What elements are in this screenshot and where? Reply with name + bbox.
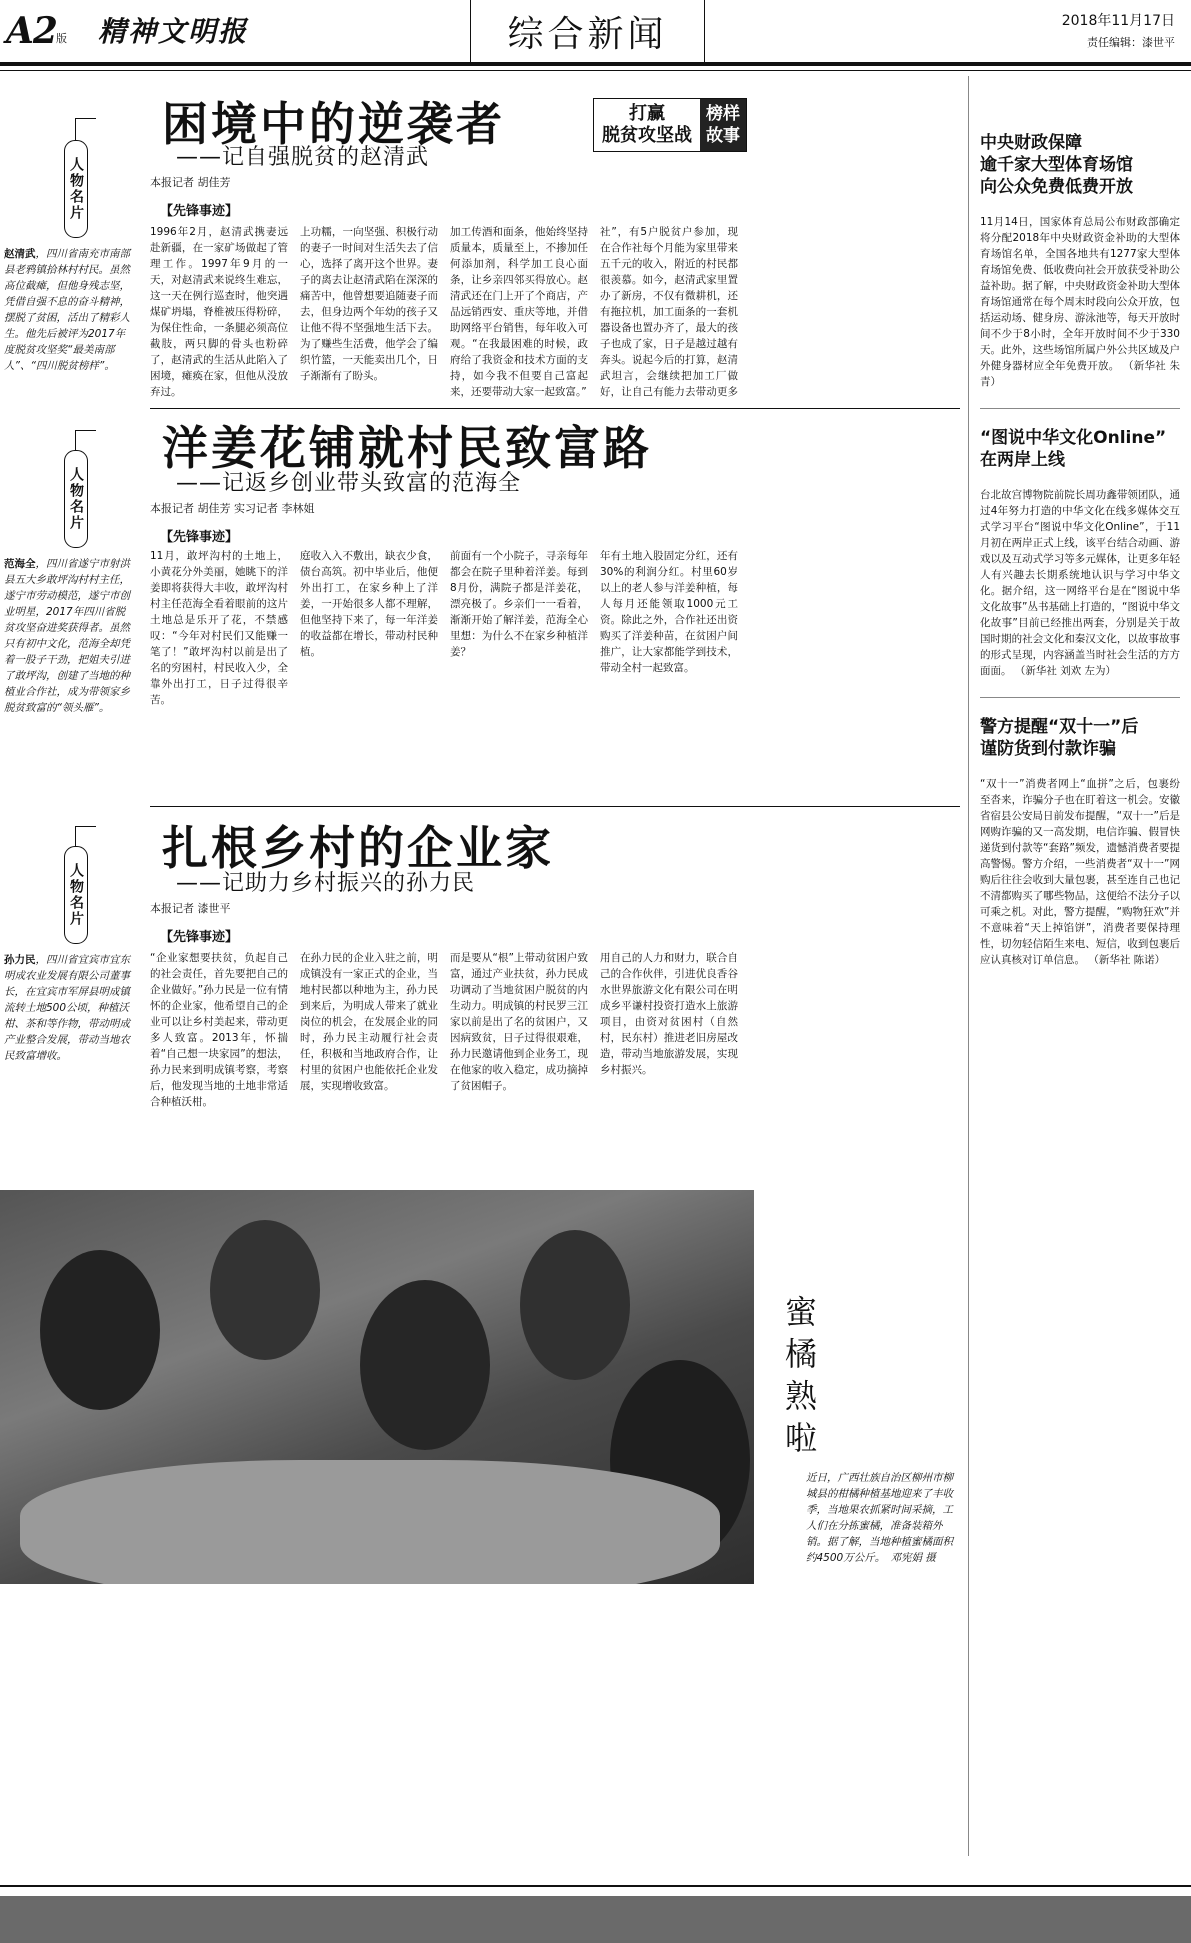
byline-2: 本报记者 胡佳芳 实习记者 李林姐 xyxy=(150,502,315,515)
article-3-col-2: 在孙力民的企业入驻之前，明成镇没有一家正式的企业，当地村民都以种地为主，孙力民到来后，为明成人带来了就业岗位的机会，在发展企业的同时，孙力民主动履行社会责任，积极和当地政府合作，让村里的贫困户也能依托企业发展，实现增收致富。 xyxy=(300,952,438,1092)
brief-1-body: 11月14日，国家体育总局公布财政部确定将分配2018年中央财政资金补助的大型体育场馆名单，全国各地共有1277家大型体育场馆免费、低收费向社会开放获受补助公益补助。据了解，中央财政资金补助大型体育场馆通常在每个周末时段向公众开放，包括运动场、健身房、游泳池等，每天开放时间不少于8小时，全年开放时间不少于330天。此外，这些场馆所属户外公共区域及户外健身器材应全年免费开放。 （新华社 朱青） xyxy=(980,216,1180,388)
article-1-col-1: 1996年2月，赵清武携妻远赴新疆，在一家矿场做起了管理工作。1997年9月的一天，对赵清武来说终生难忘，这一天在例行巡查时，他突遇煤矿坍塌，脊椎被压得粉碎，为保住性命，一条腿必须高位截肢，两只脚的骨头也粉碎了，赵清武的生活从此陷入了困境，瘫痪在家，但他从没放弃过。 xyxy=(150,226,288,398)
article-body-1 xyxy=(150,224,738,400)
article-separator xyxy=(150,806,960,807)
profile-1 xyxy=(4,246,132,374)
issue-date: 2018年11月17日 xyxy=(1061,13,1175,29)
article-2-col-4: 年有土地入股固定分红，还有30%的利润分红。村里60岁以上的老人参与洋姜种植，每人每月还能领取1000元工资。除此之外，合作社还出资购买了洋姜种苗，在贫困户间推广，让大家都能学到技术，带动全村一起致富。 xyxy=(600,550,738,674)
page-ban-label: 版 xyxy=(56,32,67,45)
news-photo xyxy=(0,1190,754,1584)
article-3-col-4: 用自己的人力和财力，联合自己的合作伙伴，引进优良香谷水世界旅游文化有限公司在明成乡平谦村投资打造水上旅游项目，由资对贫困村（自然村，民东村）推进老旧房屋改造，带动当地旅游发展，实现乡村振兴。 xyxy=(600,952,738,1076)
headline-2: 洋姜花铺就村民致富路 xyxy=(162,421,652,475)
brief-2-headline: “图说中华文化Online” 在两岸上线 xyxy=(980,428,1167,470)
brief-2-body: 台北故宫博物院前院长周功鑫带领团队，通过4年努力打造的中华文化在线多媒体交互式学习平台“图说中华文化Online”，于11月初在两岸正式上线，该平台结合动画、游戏以及互动式学习等多元媒体，让更多年轻人有兴趣去长期系统地认识与学习中华文化。据介绍，这一网络平台是在“图说中华文化故事”丛书基础上打造的，“图说中华文化故事”目前已经推出两套，分别是关于故国时期的社会文化和秦汉文化，以故事故事的形式呈现，内容涵盖当时社会生活的方方面面。 （新华社 刘欢 左为） xyxy=(980,489,1180,677)
badge-left: 打赢 脱贫攻坚战 xyxy=(602,103,692,146)
subhead-2: ——记返乡创业带头致富的范海全 xyxy=(176,471,522,496)
responsible-editor: 责任编辑：漆世平 xyxy=(1087,36,1175,49)
lead-tag-1: 【先锋事迹】 xyxy=(160,204,239,219)
subhead-3: ——记助力乡村振兴的孙力民 xyxy=(176,871,476,896)
profile-name-1: 赵清武 xyxy=(4,248,36,260)
profile-tag-2: 人物名片 xyxy=(64,450,88,548)
profile-name-2: 范海全 xyxy=(4,558,36,570)
article-1-col-4: 社”，有5户脱贫户参加，现在合作社每个月能为家里带来五千元的收入，附近的村民都很羡慕。如今，赵清武家里置办了新房，不仅有微耕机，还有拖拉机，加工面条的一套机器设备也置办齐了，最大的孩子也成了家，日子是越过越有奔头。说起今后的打算，赵清武坦言，会继续把加工厂做好，让自己有能力去带动更多 xyxy=(600,226,738,398)
masthead-logo: 精神文明报 xyxy=(98,15,249,48)
page-header xyxy=(0,0,1191,62)
profile-tag-3: 人物名片 xyxy=(64,846,88,944)
article-body-3 xyxy=(150,950,738,1178)
profile-3 xyxy=(4,952,132,1064)
byline-1: 本报记者 胡佳芳 xyxy=(150,176,231,189)
article-2-col-1: 11月，敢坪沟村的土地上，小黄花分外美丽，她眺下的洋姜即将获得大丰收，敢坪沟村村主任范海全看着眼前的这片土地总是乐开了花，不禁感叹：“今年对村民们又能赚一笔了！”敢坪沟村以前是出了名的穷困村，村民收入少，全靠外出打工，日子过得很辛苦。 xyxy=(150,550,288,706)
badge-right: 榜样 故事 xyxy=(700,99,746,151)
footer-rule xyxy=(0,1885,1191,1887)
brief-3-body: “双十一”消费者网上“血拼”之后，包裹纷至沓来，诈骗分子也在盯着这一机会。安徽省宿县公安局日前发布提醒，“双十一”后是网购诈骗的又一高发期，电信诈骗、假冒快递货到付款等“套路”频发，遗憾消费者要提高警惕。警方介绍，一些消费者“双十一”网购后往往会收到大量包裹，甚至连自己也记不清都购买了哪些物品，这便给不法分子以可乘之机。对此，警方提醒，“购物狂欢”并不意味着“天上掉馅饼”，消费者要保持理性，切勿轻信陌生来电、短信，收到包裹后应认真核对订单信息。 （新华社 陈诺） xyxy=(980,778,1180,966)
profile-name-3: 孙力民 xyxy=(4,954,36,966)
subhead-1: ——记自强脱贫的赵清武 xyxy=(176,145,430,170)
column-divider xyxy=(968,76,969,1856)
brief-1 xyxy=(980,132,1180,390)
brief-separator xyxy=(980,408,1180,409)
article-2-col-2: 庭收入入不敷出，缺衣少食，债台高筑。初中毕业后，他便外出打工，在家乡种上了洋姜，一开始很多人都不理解，但他坚持下来了，每一年洋姜的收益都在增长，带动村民种植。 xyxy=(300,550,438,658)
headline-3: 扎根乡村的企业家 xyxy=(162,821,554,875)
footer-bar xyxy=(0,1896,1191,1943)
article-1-col-3: 加工传酒和面条，他始终坚持质量本，质量至上，不掺加任何添加剂，科学加工良心面条，让乡亲四邻买得放心。赵清武还在门上开了个商店，产品远销西安、重庆等地，并借助网络平台销售，每年收入可观。“在我最困难的时候，政府给了我资金和技术方面的支持，如今我不但要自己富起来，还要带动大家一起致富。” xyxy=(450,226,588,398)
article-3-col-3: 而是要从“根”上带动贫困户致富，通过产业扶贫，孙力民成功调动了当地贫困户脱贫的内生动力。明成镇的村民罗三江家以前是出了名的贫困户，又因病致贫，日子过得很艰难，孙力民邀请他到企业务工，现在他家的收入稳定，成功摘掉了贫困帽子。 xyxy=(450,952,588,1092)
brief-2 xyxy=(980,427,1180,679)
profile-2 xyxy=(4,556,132,716)
header-rule-thick xyxy=(0,62,1191,66)
page-number: A2 xyxy=(6,10,57,52)
profile-text-3: ，四川省宜宾市宜东明成农业发展有限公司董事长，在宜宾市军屏县明成镇流转土地500公顷，种植沃柑、茶和等作物，带动明成产业整合发展，带动当地农民致富增收。 xyxy=(4,954,130,1062)
profile-text-2: ，四川省遂宁市射洪县五大乡敢坪沟村村主任，遂宁市劳动模范，遂宁市创业明星，2017年四川省脱贫攻坚奋进奖获得者。虽然只有初中文化，范海全却凭着一股子干劲，把姐夫引进了敢坪沟，创建了当地的种植业合作社，成为带领家乡脱贫致富的“领头雁”。 xyxy=(4,558,130,714)
series-badge xyxy=(593,98,747,152)
photo-caption: 近日，广西壮族自治区柳州市柳城县的柑橘种植基地迎来了丰收季，当地果农抓紧时间采摘，工人们在分拣蜜橘，准备装箱外销。据了解，当地种植蜜橘面积约4500万公斤。 邓宪娟 摄 xyxy=(806,1472,953,1564)
photo-title: 蜜橘熟啦 xyxy=(780,1295,818,1463)
brief-3 xyxy=(980,716,1180,968)
article-separator xyxy=(150,408,960,409)
right-sidebar xyxy=(980,76,1180,1856)
byline-3: 本报记者 漆世平 xyxy=(150,902,231,915)
brief-separator xyxy=(980,697,1180,698)
brief-1-headline: 中央财政保障 逾千家大型体育场馆 向公众免费低费开放 xyxy=(980,133,1133,197)
lead-tag-3: 【先锋事迹】 xyxy=(160,930,239,945)
headline-1: 困境中的逆袭者 xyxy=(162,97,505,151)
brief-3-headline: 警方提醒“双十一”后 谨防货到付款诈骗 xyxy=(980,717,1139,759)
article-2-col-3: 前面有一个小院子，寻亲每年都会在院子里种着洋姜。每到8月份，满院子都是洋姜花，漂亮极了。乡亲们一一看着，渐渐开始了解洋姜，范海全心里想：为什么不在家乡种植洋姜？ xyxy=(450,550,588,658)
article-3-col-1: “企业家想要扶贫，负起自己的社会责任，首先要把自己的企业做好。”孙力民是一位有情怀的企业家，他希望自己的企业可以让乡村美起来，带动更多人致富。2013年，怀揣着“自己想一块家园”的想法，孙力民来到明成镇考察，考察后，他发现当地的土地非常适合种植沃柑。 xyxy=(150,952,288,1108)
article-1-col-2: 上功糯，一向坚强、积极行动的妻子一时间对生活失去了信心，选择了离开这个世界。妻子的离去让赵清武陷在深深的痛苦中，他曾想要追随妻子而去，但身边两个年幼的孩子又让他不得不坚强地生活下去。为了赚些生活费，他学会了编织竹篮，一天能卖出几个，日子渐渐有了盼头。 xyxy=(300,226,438,382)
header-rule-thin xyxy=(0,70,1191,71)
profile-text-1: ，四川省南充市南部县老鸦镇拾林村村民。虽然高位截瘫，但他身残志坚，凭借自强不息的奋斗精神，摆脱了贫困，活出了精彩人生。他先后被评为2017年度脱贫攻坚奖“最美南部人”、“四川脱贫榜样”。 xyxy=(4,248,130,372)
article-body-2 xyxy=(150,548,738,798)
lead-tag-2: 【先锋事迹】 xyxy=(160,530,239,545)
profile-tag-1: 人物名片 xyxy=(64,140,88,238)
section-title: 综合新闻 xyxy=(470,0,705,63)
